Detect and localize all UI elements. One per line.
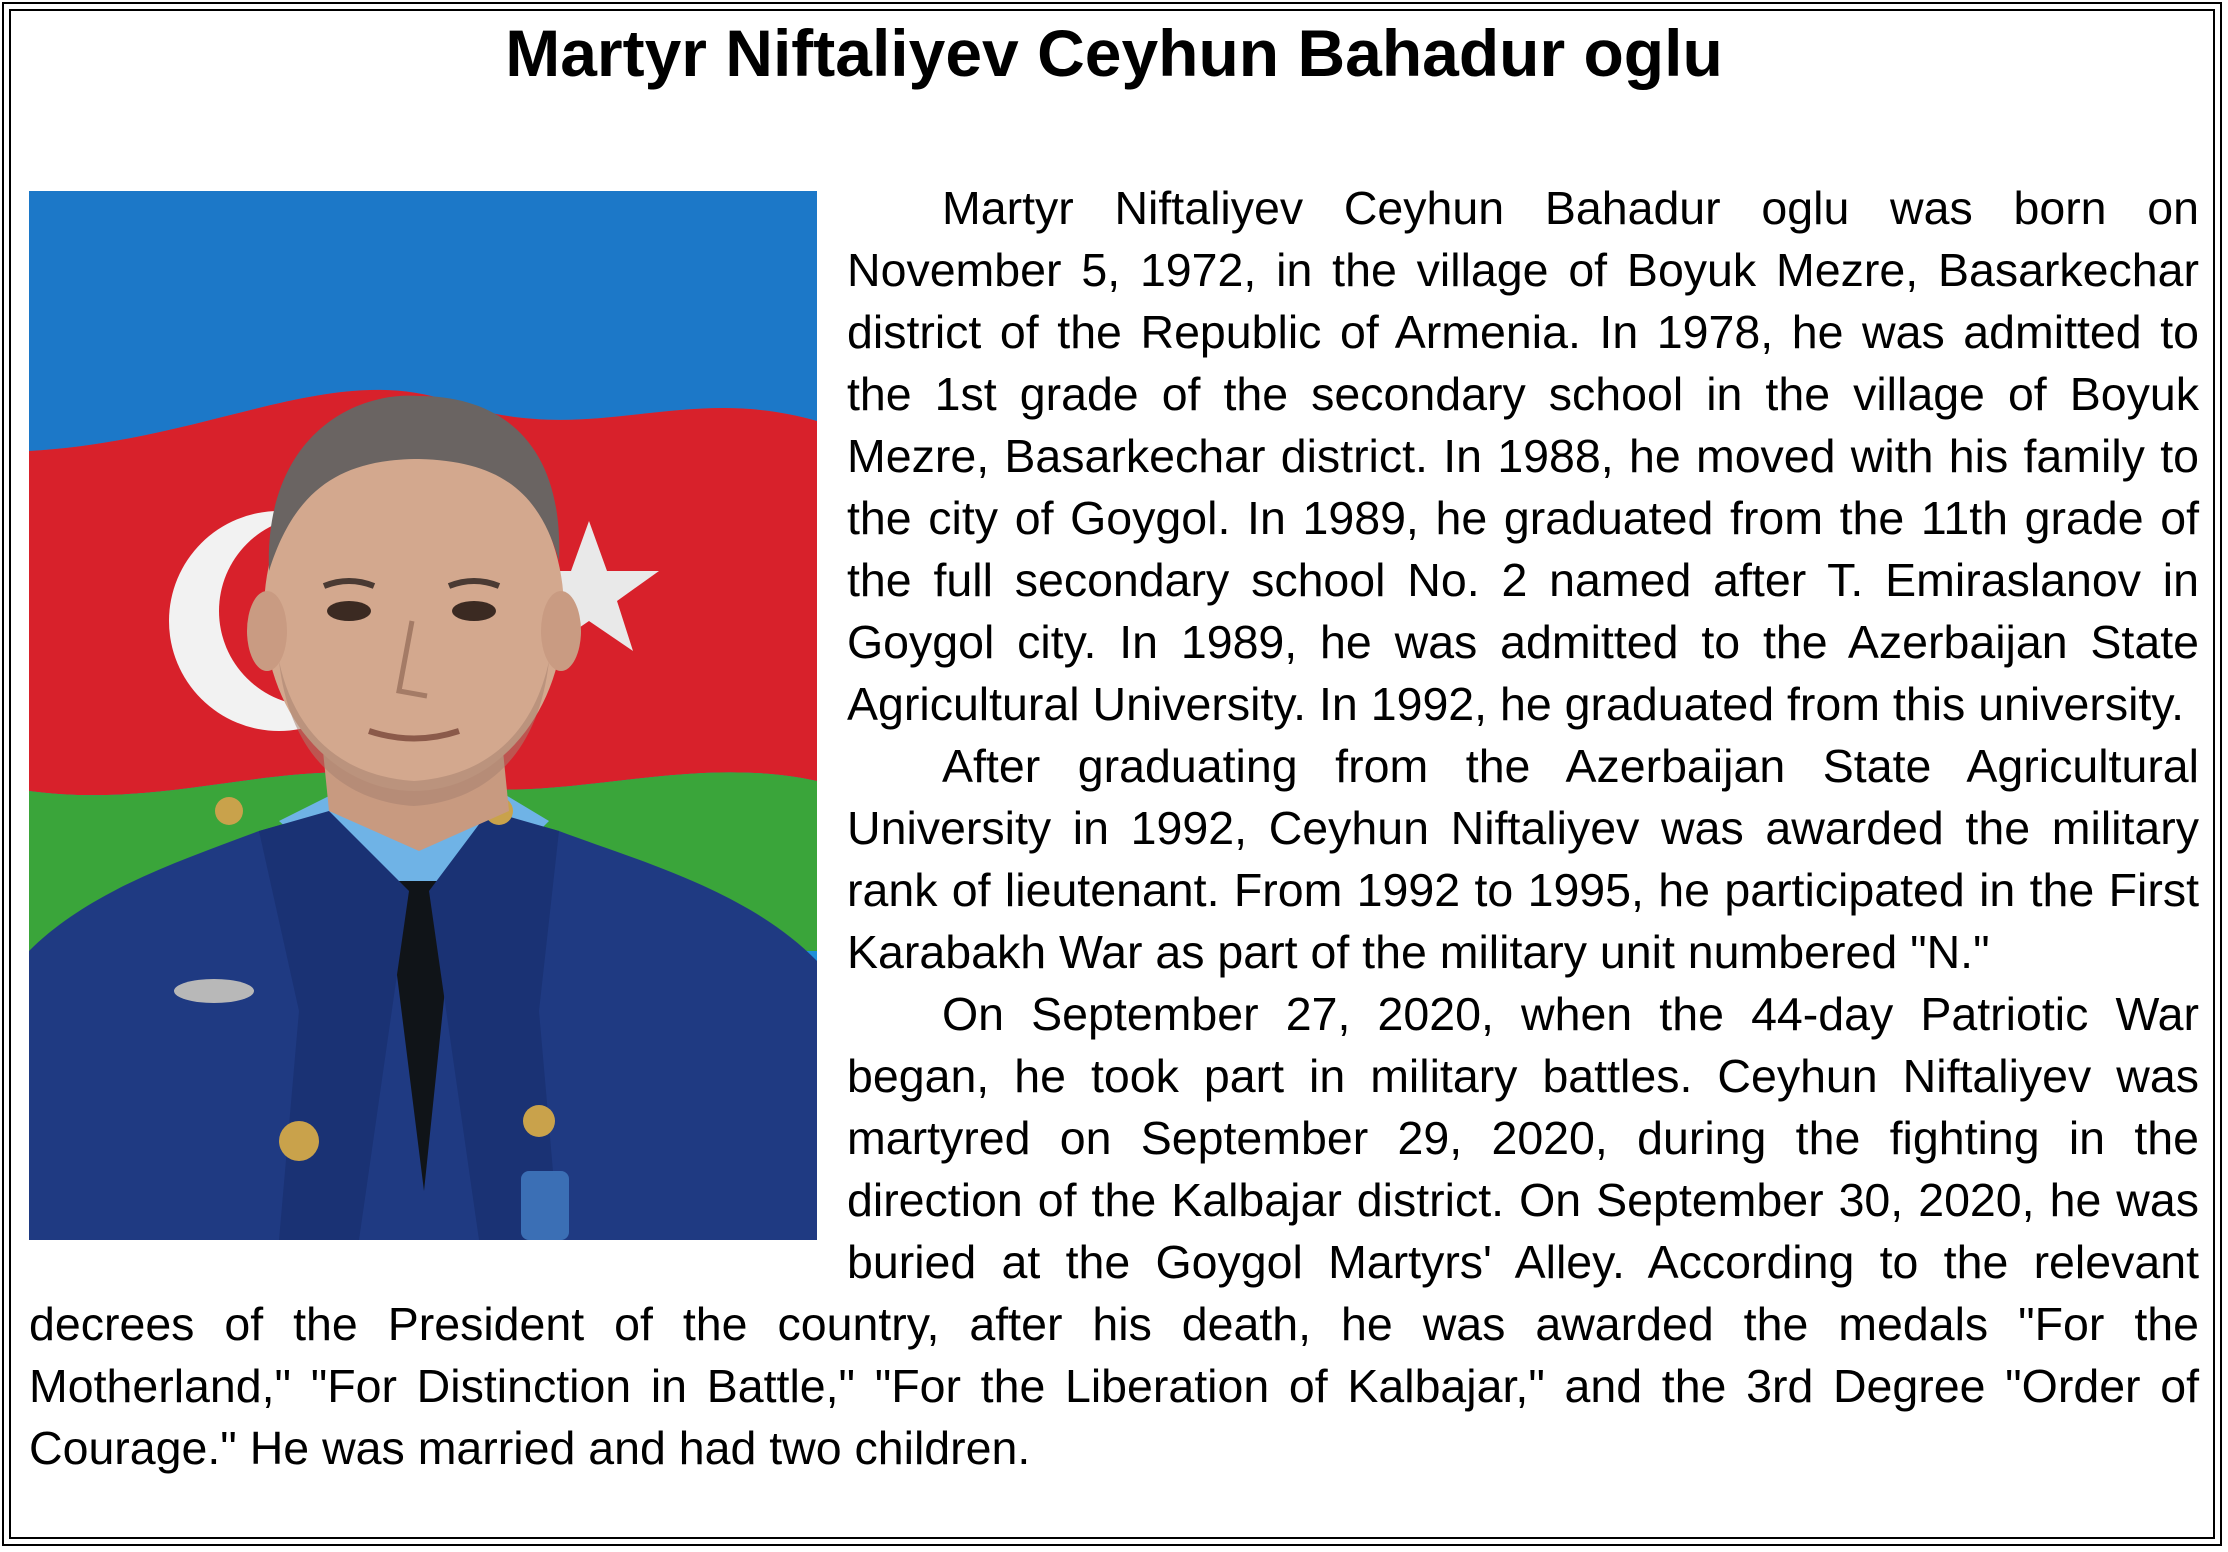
biography-paragraph: On September 27, 2020, when the 44-day Patriotic War began, he took part in military battles. Ceyhun Niftaliyev was martyred on September 29, 2020, during the fighting in the direction of the Kalbajar district. On September 30, 2020, he was buried at the Goygol Martyrs' Alley. According to the relevant decrees of the President of the country, after his death, he was awarded the medals "For the Motherland," "For Distinction in Battle," "For the Liberation of Kalbajar," and the 3rd Degree "Order of Courage." He was married and had two children. bbox=[29, 988, 2199, 1474]
biography-paragraph: After graduating from the Azerbaijan State Agricultural University in 1992, Ceyhun Niftaliyev was awarded the military rank of lieutenant. From 1992 to 1995, he participated in the First Karabakh War as part of the military unit numbered "N." bbox=[847, 740, 2199, 978]
biography-content bbox=[29, 177, 2199, 1479]
page-title: Martyr Niftaliyev Ceyhun Bahadur oglu bbox=[505, 16, 1723, 90]
portrait-photo bbox=[29, 191, 817, 1240]
biography-paragraph: Martyr Niftaliyev Ceyhun Bahadur oglu was born on November 5, 1972, in the village of Boyuk Mezre, Basarkechar district of the Republic of Armenia. In 1978, he was admitted to the 1st grade of the secondary school in the village of Boyuk Mezre, Basarkechar district. In 1988, he moved with his family to the city of Goygol. In 1989, he graduated from the 11th grade of the full secondary school No. 2 named after T. Emiraslanov in Goygol city. In 1989, he was admitted to the Azerbaijan State Agricultural University. In 1992, he graduated from this university. bbox=[847, 182, 2199, 730]
